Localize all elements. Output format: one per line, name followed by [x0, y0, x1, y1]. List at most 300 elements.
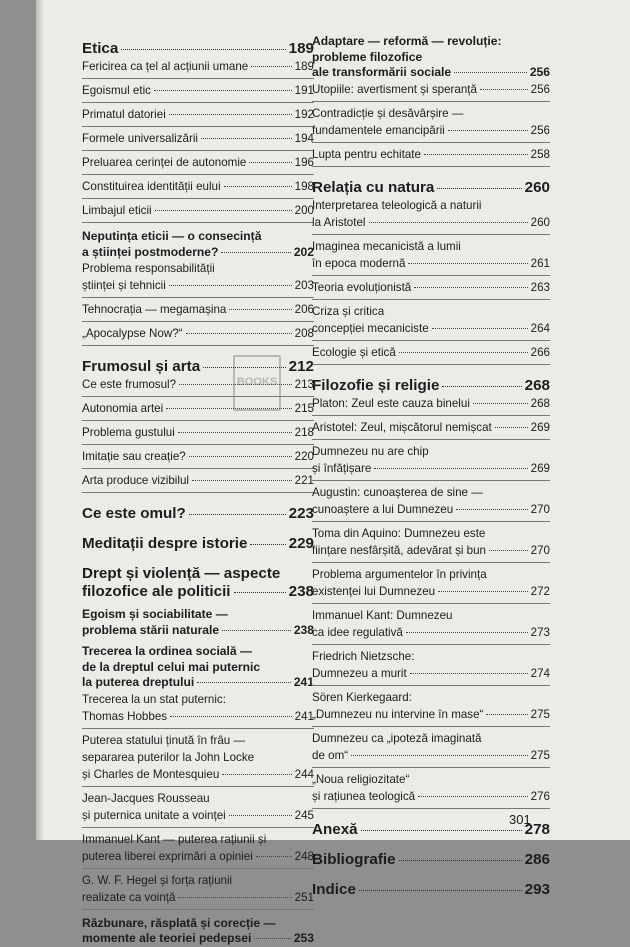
toc-entry-line	[82, 154, 314, 171]
toc-entry-line	[312, 377, 550, 395]
entry-separator	[82, 126, 314, 127]
toc-entry-line	[82, 448, 314, 465]
dot-leader	[408, 263, 527, 264]
toc-entry-line	[82, 130, 314, 147]
entry-separator	[312, 166, 550, 167]
toc-entry-chapter	[82, 535, 314, 553]
dot-leader	[178, 432, 292, 433]
entry-separator	[82, 827, 314, 828]
toc-entry-title: cunoaștere a lui Dumnezeu	[312, 502, 454, 516]
toc-entry-section	[312, 34, 550, 81]
toc-entry-title: Drept și violență — aspecte	[82, 565, 281, 582]
toc-entry-title: G. W. F. Hegel și forța rațiunii	[82, 873, 233, 887]
toc-entry-page: 198	[294, 180, 314, 193]
page-gutter-shadow	[36, 0, 44, 840]
toc-entry-line	[312, 105, 550, 122]
toc-entry-sub	[82, 82, 314, 99]
dot-leader	[473, 403, 528, 404]
toc-entry-title: Arta produce vizibilul	[82, 474, 189, 487]
toc-entry-sub	[82, 325, 314, 342]
dot-leader	[437, 188, 521, 189]
dot-leader	[454, 72, 527, 73]
toc-entry-line	[312, 665, 550, 682]
toc-entry-title: Adaptare — reformă — revoluție:	[312, 34, 502, 48]
toc-entry-sub	[82, 130, 314, 147]
toc-entry-title: Indice	[312, 880, 356, 898]
dot-leader	[169, 285, 292, 286]
toc-entry-sub	[312, 525, 550, 559]
toc-entry-line	[82, 245, 314, 261]
toc-left-column	[82, 28, 314, 947]
toc-entry-title: Primatul datoriei	[82, 108, 166, 121]
toc-entry-line	[82, 229, 314, 245]
dot-leader	[256, 856, 292, 857]
toc-entry-sub	[82, 472, 314, 489]
toc-entry-line	[312, 443, 550, 460]
toc-entry-sub	[312, 81, 550, 98]
toc-entry-sub	[82, 376, 314, 393]
dot-leader	[486, 714, 527, 715]
toc-entry-page: 229	[288, 535, 314, 552]
dot-leader	[192, 480, 292, 481]
toc-entry-title: și Charles de Montesquieu	[82, 767, 220, 781]
toc-entry-line	[82, 623, 314, 639]
toc-entry-line	[82, 583, 314, 601]
toc-entry-line	[82, 766, 314, 783]
entry-separator	[82, 786, 314, 787]
dot-leader	[155, 210, 292, 211]
dot-leader	[424, 154, 528, 155]
toc-entry-sub	[312, 443, 550, 477]
toc-entry-sub	[82, 178, 314, 195]
toc-entry-line	[82, 505, 314, 523]
toc-entry-title: Dumnezeu nu are chip	[312, 444, 429, 458]
toc-entry-sub	[312, 344, 550, 361]
dot-leader	[197, 682, 291, 683]
toc-entry-title: Imaginea mecanicistă a lumii	[312, 239, 461, 253]
toc-entry-page: 274	[530, 666, 550, 680]
toc-entry-title: Augustin: cunoașterea de sine —	[312, 485, 483, 499]
toc-entry-line	[312, 851, 550, 869]
toc-entry-sub	[312, 566, 550, 600]
toc-entry-page: 258	[530, 147, 550, 161]
toc-entry-page: 286	[524, 850, 550, 868]
toc-entry-line	[312, 484, 550, 501]
toc-entry-title: Ecologie și etică	[312, 345, 396, 359]
dot-leader	[250, 544, 285, 545]
toc-entry-line	[312, 689, 550, 706]
toc-entry-title: în epoca modernă	[312, 256, 406, 270]
toc-entry-title: Criza și critica	[312, 304, 385, 318]
toc-entry-page: 261	[530, 256, 550, 270]
toc-entry-title: Tehnocrația — megamașina	[82, 303, 227, 316]
dot-leader	[406, 632, 528, 633]
toc-entry-sub	[312, 689, 550, 723]
toc-entry-sub	[312, 105, 550, 139]
toc-entry-line	[82, 472, 314, 489]
toc-entry-page: 189	[288, 40, 314, 57]
toc-entry-line	[82, 260, 314, 277]
dot-leader	[351, 755, 528, 756]
toc-entry-line	[82, 301, 314, 318]
entry-separator	[312, 562, 550, 563]
dot-leader	[489, 550, 528, 551]
toc-entry-page: 268	[530, 396, 550, 410]
toc-entry-page: 241	[293, 675, 314, 689]
toc-entry-sub	[82, 831, 314, 865]
dot-leader	[374, 468, 527, 469]
toc-entry-title: ca idee regulativă	[312, 625, 403, 639]
toc-entry-line	[82, 931, 314, 947]
toc-entry-page: 245	[294, 808, 314, 822]
toc-entry-title: „Noua religiozitate“	[312, 772, 410, 786]
toc-entry-title: și înfățișare	[312, 461, 372, 475]
toc-entry-title: Puterea statului ținută în frâu —	[82, 733, 246, 747]
toc-entry-page: 202	[293, 244, 314, 259]
entry-separator	[82, 909, 314, 910]
toc-entry-title: Utopiile: avertisment și speranță	[312, 82, 477, 96]
toc-entry-page: 189	[294, 60, 314, 73]
toc-entry-title: momente ale teoriei pedepsei	[82, 931, 252, 945]
toc-entry-line	[82, 202, 314, 219]
entry-separator	[82, 297, 314, 298]
toc-entry-page: 293	[524, 880, 550, 898]
page-number: 301	[509, 812, 531, 827]
toc-entry-title: probleme filozofice	[312, 49, 423, 64]
toc-entry-title: Friedrich Nietzsche:	[312, 649, 415, 663]
toc-entry-page: 275	[530, 707, 550, 721]
toc-entry-line	[312, 566, 550, 583]
toc-entry-sub	[312, 146, 550, 163]
toc-entry-page: 251	[294, 890, 314, 904]
dot-leader	[361, 830, 522, 831]
toc-entry-page: 260	[524, 178, 550, 196]
toc-entry-line	[82, 358, 314, 376]
dot-leader	[448, 130, 528, 131]
toc-entry-title: Teoria evoluționistă	[312, 280, 412, 294]
toc-entry-title: filozofice ale politicii	[82, 583, 231, 600]
toc-entry-title: Jean-Jacques Rousseau	[82, 791, 210, 805]
toc-entry-title: existenței lui Dumnezeu	[312, 584, 436, 598]
dot-leader	[203, 367, 286, 368]
toc-entry-sub	[82, 691, 314, 725]
toc-entry-title: Toma din Aquino: Dumnezeu este	[312, 526, 486, 540]
toc-entry-sub	[312, 419, 550, 436]
toc-entry-line	[312, 501, 550, 518]
toc-entry-line	[312, 238, 550, 255]
toc-entry-title: Ce este frumosul?	[82, 378, 177, 391]
dot-leader	[234, 592, 286, 593]
entry-separator	[312, 767, 550, 768]
toc-entry-line	[82, 376, 314, 393]
entry-separator	[82, 420, 314, 421]
toc-entry-line	[312, 122, 550, 139]
toc-entry-page: 206	[294, 303, 314, 316]
dot-leader	[186, 333, 292, 334]
toc-entry-line	[82, 58, 314, 75]
toc-entry-sub	[82, 202, 314, 219]
toc-entry-title: Trecerea la un stat puternic:	[82, 692, 226, 706]
toc-entry-chapter	[312, 881, 550, 899]
toc-entry-title: Meditații despre istorie	[82, 535, 248, 552]
toc-right-column	[312, 28, 550, 899]
dot-leader	[224, 186, 292, 187]
toc-entry-line	[82, 82, 314, 99]
dot-leader	[170, 716, 292, 717]
toc-entry-line	[312, 771, 550, 788]
toc-entry-line	[82, 535, 314, 553]
toc-entry-title: Thomas Hobbes	[82, 709, 168, 723]
toc-entry-page: 256	[530, 123, 550, 137]
entry-separator	[82, 150, 314, 151]
entry-separator	[82, 102, 314, 103]
toc-entry-page: 196	[294, 156, 314, 169]
toc-entry-title: la puterea dreptului	[82, 675, 195, 689]
toc-entry-title: concepției mecaniciste	[312, 321, 429, 335]
toc-entry-line	[82, 106, 314, 123]
toc-entry-page: 256	[530, 82, 550, 96]
toc-entry-line	[82, 325, 314, 342]
toc-entry-sub	[312, 395, 550, 412]
toc-entry-line	[82, 732, 314, 749]
entry-separator	[82, 78, 314, 79]
toc-entry-title: Egoism și sociabilitate —	[82, 607, 228, 621]
toc-entry-title: Interpretarea teleologică a naturii	[312, 198, 482, 212]
entry-separator	[82, 198, 314, 199]
toc-entry-title: Immanuel Kant: Dumnezeu	[312, 608, 453, 622]
toc-entry-title: și puternica unitate a voinței	[82, 808, 226, 822]
entry-separator	[82, 396, 314, 397]
entry-separator	[312, 480, 550, 481]
toc-entry-title: Limbajul eticii	[82, 204, 152, 217]
entry-separator	[312, 415, 550, 416]
dot-leader	[495, 427, 528, 428]
toc-entry-title: de om“	[312, 748, 349, 762]
toc-entry-page: 212	[288, 358, 314, 375]
dot-leader	[189, 456, 292, 457]
toc-entry-section	[82, 644, 314, 691]
toc-entry-title: Aristotel: Zeul, mișcătorul nemișcat	[312, 420, 492, 434]
toc-entry-line	[82, 40, 314, 58]
toc-entry-line	[82, 872, 314, 889]
entry-separator	[312, 101, 550, 102]
entry-separator	[312, 142, 550, 143]
toc-entry-line	[82, 831, 314, 848]
toc-entry-line	[82, 644, 314, 660]
toc-entry-title: ființare nesfârșită, adevărat și bun	[312, 543, 487, 557]
toc-entry-line	[312, 648, 550, 665]
toc-entry-line	[82, 708, 314, 725]
entry-separator	[312, 644, 550, 645]
toc-entry-title: problema stării naturale	[82, 622, 220, 637]
entry-separator	[312, 521, 550, 522]
toc-entry-sub	[82, 301, 314, 318]
toc-entry-line	[82, 790, 314, 807]
toc-entry-page: 269	[530, 420, 550, 434]
toc-entry-page: 260	[530, 215, 550, 229]
toc-entry-page: 256	[529, 65, 550, 79]
toc-entry-page: 276	[530, 789, 550, 803]
toc-entry-line	[312, 624, 550, 641]
entry-separator	[312, 234, 550, 235]
toc-entry-title: Neputința eticii — o consecință	[82, 229, 262, 243]
toc-entry-line	[312, 255, 550, 272]
toc-entry-line	[312, 747, 550, 764]
toc-entry-sub	[82, 154, 314, 171]
toc-entry-page: 275	[530, 748, 550, 762]
toc-entry-section	[82, 607, 314, 638]
entry-separator	[82, 868, 314, 869]
entry-separator	[312, 685, 550, 686]
watermark-stamp: BOOKS	[233, 355, 281, 411]
toc-entry-title: Autonomia artei	[82, 402, 164, 415]
toc-entry-title: la Aristotel	[312, 215, 366, 229]
dot-leader	[189, 514, 286, 515]
entry-separator	[312, 603, 550, 604]
toc-entry-title: Trecerea la ordinea socială —	[82, 644, 253, 658]
dot-leader	[414, 287, 527, 288]
toc-entry-page: 248	[294, 849, 314, 863]
toc-entry-page: 241	[294, 709, 314, 723]
toc-entry-sub	[312, 303, 550, 337]
dot-leader	[229, 309, 291, 310]
toc-entry-line	[312, 788, 550, 805]
toc-entry-line	[312, 542, 550, 559]
dot-leader	[179, 384, 292, 385]
toc-entry-title: Platon: Zeul este cauza binelui	[312, 396, 470, 410]
toc-entry-chapter	[82, 358, 314, 376]
entry-separator	[312, 808, 550, 809]
toc-entry-title: Răzbunare, răsplată și corecție —	[82, 915, 276, 930]
dot-leader	[249, 162, 291, 163]
toc-entry-section	[82, 916, 314, 947]
toc-entry-sub	[82, 58, 314, 75]
toc-entry-title: Problema gustului	[82, 426, 175, 439]
dot-leader	[222, 774, 291, 775]
toc-entry-page: 268	[524, 376, 550, 394]
entry-separator	[82, 468, 314, 469]
toc-entry-line	[312, 214, 550, 231]
dot-leader	[442, 386, 521, 387]
toc-entry-title: a științei postmoderne?	[82, 244, 219, 259]
toc-entry-sub	[312, 607, 550, 641]
toc-entry-line	[312, 881, 550, 899]
toc-entry-title: Contradicție și desăvârșire —	[312, 106, 464, 120]
toc-entry-title: Ce este omul?	[82, 505, 186, 522]
toc-entry-line	[312, 65, 550, 81]
toc-entry-title: Anexă	[312, 820, 358, 838]
toc-entry-title: Dumnezeu ca „ipoteză imaginată	[312, 731, 482, 745]
toc-entry-title: științei și tehnicii	[82, 279, 166, 292]
toc-entry-line	[312, 179, 550, 197]
toc-entry-title: realizate ca voință	[82, 890, 176, 904]
toc-entry-page: 270	[530, 502, 550, 516]
toc-entry-page: 200	[294, 204, 314, 217]
toc-entry-page: 191	[294, 84, 314, 97]
toc-entry-line	[82, 400, 314, 417]
toc-entry-chapter	[82, 40, 314, 58]
dot-leader	[254, 938, 290, 939]
toc-entry-section	[82, 229, 314, 260]
toc-entry-title: de la dreptul celui mai puternic	[82, 659, 261, 674]
toc-entry-page: 266	[530, 345, 550, 359]
toc-entry-line	[312, 320, 550, 337]
entry-separator	[312, 439, 550, 440]
toc-entry-page: 253	[293, 931, 314, 945]
entry-separator	[82, 728, 314, 729]
toc-entry-sub	[82, 400, 314, 417]
toc-entry-line	[312, 460, 550, 477]
toc-entry-page: 238	[293, 622, 314, 637]
toc-entry-sub	[312, 238, 550, 272]
toc-entry-page: 244	[294, 767, 314, 781]
toc-entry-line	[82, 607, 314, 623]
dot-leader	[178, 897, 291, 898]
toc-entry-page: 220	[294, 450, 314, 463]
toc-entry-sub	[312, 197, 550, 231]
toc-entry-sub	[312, 771, 550, 805]
toc-entry-title: și rațiunea teologică	[312, 789, 416, 803]
entry-separator	[82, 321, 314, 322]
dot-leader	[221, 252, 290, 253]
toc-entry-line	[82, 178, 314, 195]
entry-separator	[82, 444, 314, 445]
toc-entry-sub	[82, 732, 314, 783]
toc-entry-title: Problema responsabilității	[82, 262, 215, 275]
entry-separator	[312, 364, 550, 365]
toc-entry-line	[312, 197, 550, 214]
dot-leader	[410, 673, 528, 674]
toc-entry-sub	[82, 790, 314, 824]
entry-separator	[312, 299, 550, 300]
toc-entry-line	[82, 565, 314, 583]
toc-entry-sub	[312, 730, 550, 764]
dot-leader	[456, 509, 528, 510]
toc-entry-title: Frumosul și arta	[82, 358, 201, 375]
toc-entry-sub	[82, 106, 314, 123]
toc-entry-line	[82, 675, 314, 691]
dot-leader	[154, 90, 292, 91]
dot-leader	[369, 222, 528, 223]
toc-entry-line	[312, 146, 550, 163]
toc-entry-line	[82, 660, 314, 676]
toc-entry-page: 264	[530, 321, 550, 335]
toc-entry-sub	[82, 260, 314, 294]
toc-entry-page: 213	[294, 378, 314, 391]
entry-separator	[312, 726, 550, 727]
dot-leader	[418, 796, 528, 797]
toc-entry-title: Lupta pentru echitate	[312, 147, 421, 161]
entry-separator	[82, 174, 314, 175]
toc-entry-page: 192	[294, 108, 314, 121]
toc-entry-page: 263	[530, 280, 550, 294]
entry-separator	[82, 492, 314, 493]
dot-leader	[359, 890, 522, 891]
toc-entry-line	[82, 916, 314, 932]
toc-entry-line	[312, 607, 550, 624]
toc-entry-line	[312, 419, 550, 436]
toc-entry-line	[312, 303, 550, 320]
toc-entry-title: Imitație sau creație?	[82, 450, 186, 463]
toc-entry-page: 272	[530, 584, 550, 598]
toc-entry-title: Filozofie și religie	[312, 376, 440, 394]
dot-leader	[169, 114, 292, 115]
toc-entry-sub	[312, 648, 550, 682]
toc-entry-line	[312, 344, 550, 361]
toc-entry-page: 221	[294, 474, 314, 487]
dot-leader	[399, 352, 528, 353]
toc-entry-title: Immanuel Kant — puterea rațiunii și	[82, 832, 267, 846]
